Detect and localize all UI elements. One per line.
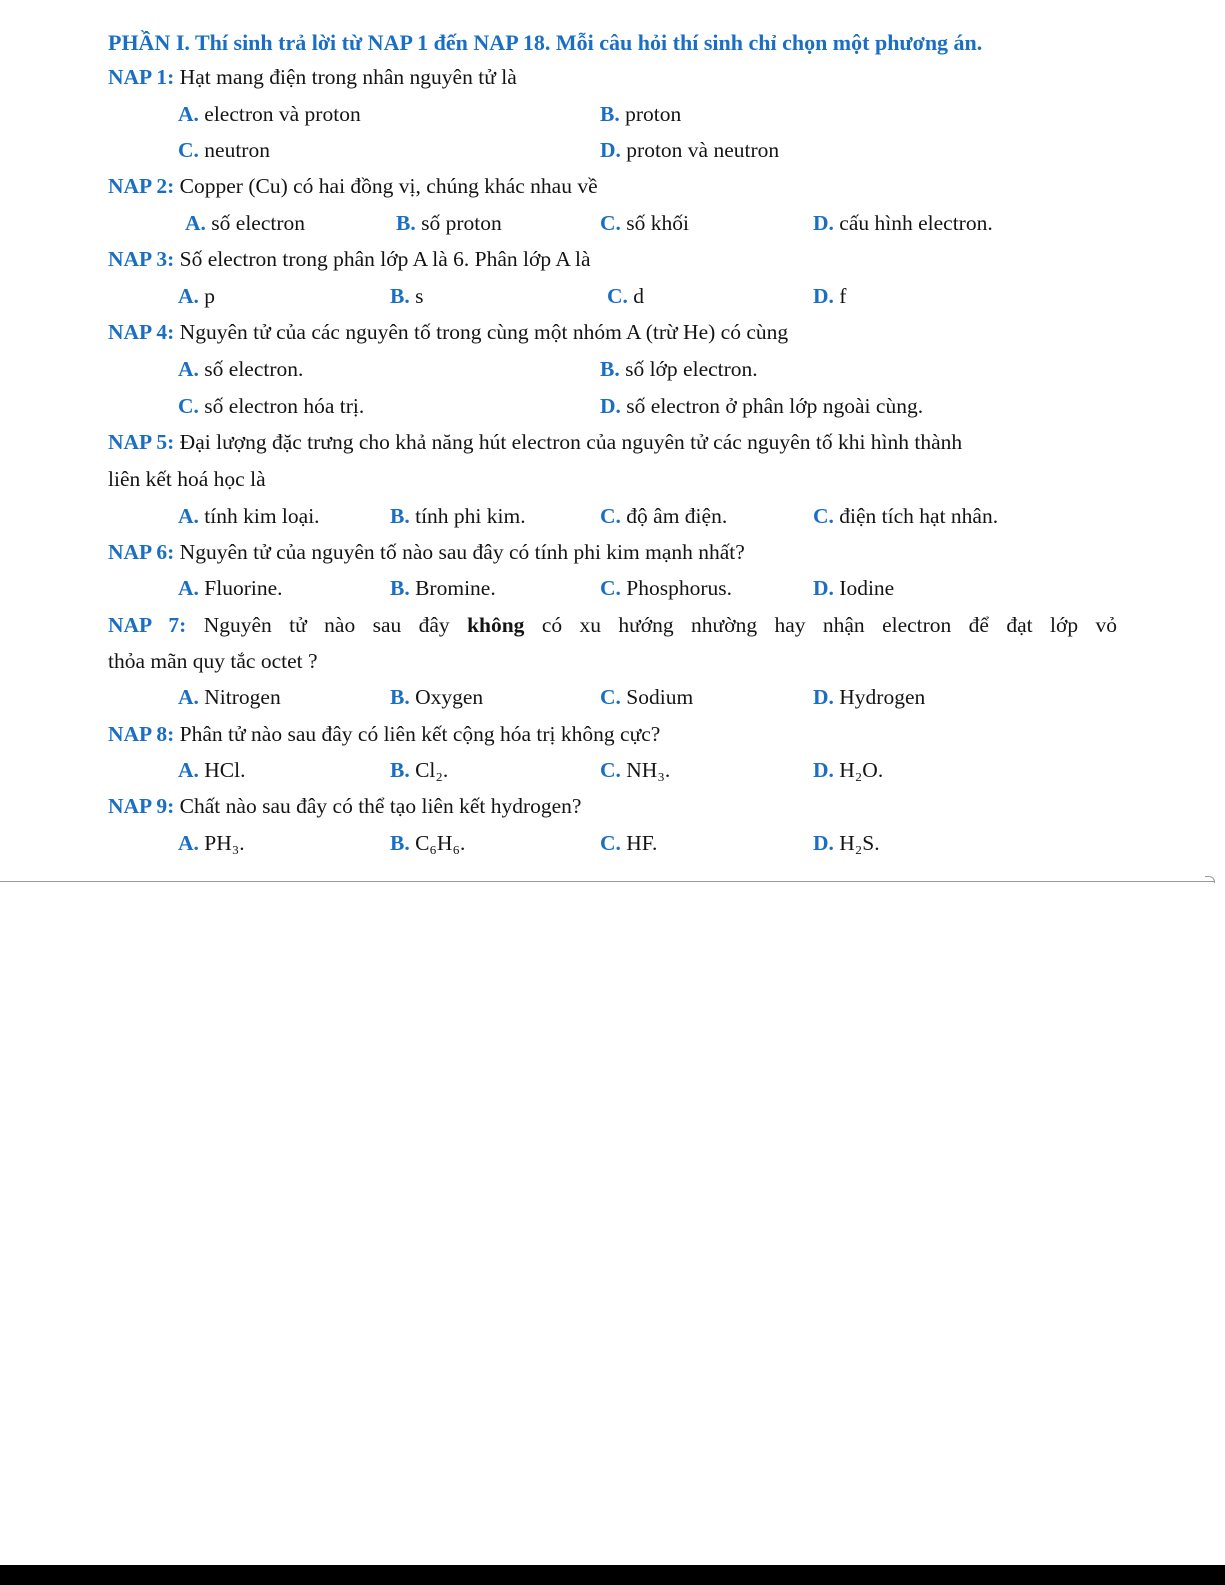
option-letter: A. (178, 357, 199, 381)
option-text: Sodium (626, 685, 694, 709)
option-c[interactable] (600, 755, 670, 785)
question-number: NAP 4: (108, 320, 175, 344)
option-c[interactable] (600, 828, 657, 858)
option-letter: C. (607, 284, 628, 308)
option-letter: A. (185, 211, 206, 235)
option-letter: D. (813, 211, 834, 235)
question-5-continuation: liên kết hoá học là (108, 467, 266, 491)
option-text: electron và proton (204, 102, 361, 126)
option-a[interactable] (178, 99, 361, 129)
option-text: độ âm điện. (626, 504, 728, 528)
option-text: số khối (626, 211, 689, 235)
question-number: NAP 7: (108, 613, 187, 637)
option-letter: C. (813, 504, 834, 528)
option-c[interactable] (600, 573, 732, 603)
option-b[interactable] (390, 501, 526, 531)
option-d[interactable] (813, 501, 998, 531)
option-letter: B. (390, 685, 410, 709)
option-text: số electron hóa trị. (204, 394, 365, 418)
question-text: Nguyên tử của các nguyên tố trong cùng một nhóm A (trừ He) có cùng (179, 320, 789, 344)
bottom-edge-bar (0, 1565, 1225, 1585)
option-text: Nitrogen (204, 685, 281, 709)
option-d[interactable] (813, 682, 925, 712)
question-text: Hạt mang điện trong nhân nguyên tử là (179, 65, 517, 89)
option-letter: A. (178, 576, 199, 600)
option-b[interactable] (600, 354, 758, 384)
question-1 (108, 62, 1117, 92)
option-letter: B. (390, 758, 410, 782)
question-number: NAP 6: (108, 540, 175, 564)
option-c[interactable] (178, 135, 270, 165)
option-b[interactable] (396, 208, 502, 238)
option-letter: C. (600, 504, 621, 528)
option-c[interactable] (600, 501, 727, 531)
option-text: Hydrogen (839, 685, 926, 709)
option-a[interactable] (178, 682, 281, 712)
option-d[interactable] (813, 281, 846, 311)
option-b[interactable] (600, 99, 681, 129)
question-number: NAP 5: (108, 430, 175, 454)
option-a[interactable] (178, 281, 215, 311)
option-text: tính phi kim. (415, 504, 526, 528)
question-text: Số electron trong phân lớp A là 6. Phân lớp A là (179, 247, 591, 271)
option-d[interactable] (600, 135, 779, 165)
option-c[interactable] (600, 208, 689, 238)
option-text: proton (625, 102, 682, 126)
option-letter: B. (390, 576, 410, 600)
option-a[interactable] (178, 828, 245, 858)
question-text-after: có xu hướng nhường hay nhận electron để đạt lớp vỏ (541, 613, 1117, 637)
option-a[interactable] (185, 208, 305, 238)
option-letter: B. (390, 831, 410, 855)
question-number: NAP 9: (108, 794, 175, 818)
question-2 (108, 171, 1117, 201)
option-letter: D. (600, 138, 621, 162)
option-d[interactable] (813, 828, 880, 858)
option-text: Phosphorus. (626, 576, 733, 600)
option-letter: C. (600, 685, 621, 709)
option-letter: B. (600, 102, 620, 126)
option-text: NH₃. (626, 758, 671, 782)
option-text: Oxygen (415, 685, 484, 709)
option-c[interactable] (607, 281, 644, 311)
option-text: H₂O. (839, 758, 884, 782)
question-3 (108, 244, 1117, 274)
question-9 (108, 791, 1117, 821)
question-5 (108, 427, 1117, 457)
option-letter: D. (813, 758, 834, 782)
option-letter: C. (600, 576, 621, 600)
option-d[interactable] (813, 573, 894, 603)
option-b[interactable] (390, 755, 448, 785)
option-c[interactable] (178, 391, 364, 421)
option-letter: C. (178, 394, 199, 418)
question-4 (108, 317, 1117, 347)
option-text: số electron. (204, 357, 304, 381)
option-letter: D. (813, 831, 834, 855)
option-letter: C. (178, 138, 199, 162)
option-letter: D. (813, 685, 834, 709)
option-text: Cl₂. (415, 758, 449, 782)
option-text: PH₃. (204, 831, 245, 855)
option-b[interactable] (390, 573, 496, 603)
option-letter: A. (178, 102, 199, 126)
option-text: số electron (211, 211, 306, 235)
option-a[interactable] (178, 354, 303, 384)
option-a[interactable] (178, 755, 246, 785)
option-text: p (204, 284, 216, 308)
question-text-before: Nguyên tử nào sau đây (203, 613, 450, 637)
option-b[interactable] (390, 281, 423, 311)
option-text: Fluorine. (204, 576, 283, 600)
option-text: Bromine. (415, 576, 496, 600)
option-letter: C. (600, 211, 621, 235)
option-d[interactable] (813, 755, 883, 785)
option-text: số lớp electron. (625, 357, 758, 381)
option-letter: A. (178, 758, 199, 782)
option-letter: D. (600, 394, 621, 418)
option-text: HCl. (204, 758, 246, 782)
option-text: neutron (204, 138, 270, 162)
option-letter: D. (813, 576, 834, 600)
question-number: NAP 3: (108, 247, 175, 271)
question-text: Nguyên tử của nguyên tố nào sau đây có tính phi kim mạnh nhất? (179, 540, 745, 564)
question-7-continuation: thỏa mãn quy tắc octet ? (108, 649, 318, 673)
option-c[interactable] (600, 682, 693, 712)
option-letter: B. (396, 211, 416, 235)
question-text: Đại lượng đặc trưng cho khả năng hút electron của nguyên tử các nguyên tố khi hình thành (179, 430, 963, 454)
question-number: NAP 2: (108, 174, 175, 198)
option-text: H₂S. (839, 831, 880, 855)
option-text: số proton (421, 211, 502, 235)
question-6 (108, 537, 1117, 567)
page-divider (0, 881, 1214, 882)
option-text: proton và neutron (626, 138, 780, 162)
option-letter: A. (178, 685, 199, 709)
option-letter: B. (390, 284, 410, 308)
option-text: Iodine (839, 576, 895, 600)
option-text: điện tích hạt nhân. (839, 504, 999, 528)
option-text: số electron ở phân lớp ngoài cùng. (626, 394, 924, 418)
option-text: cấu hình electron. (839, 211, 993, 235)
option-text: C₆H₆. (415, 831, 466, 855)
question-text: Chất nào sau đây có thể tạo liên kết hydrogen? (179, 794, 582, 818)
option-b[interactable] (390, 682, 483, 712)
question-8 (108, 719, 1117, 749)
option-letter: C. (600, 758, 621, 782)
option-a[interactable] (178, 573, 283, 603)
question-text: Phân tử nào sau đây có liên kết cộng hóa trị không cực? (179, 722, 661, 746)
option-letter: A. (178, 831, 199, 855)
question-number: NAP 1: (108, 65, 175, 89)
option-letter: C. (600, 831, 621, 855)
question-text: Copper (Cu) có hai đồng vị, chúng khác nhau về (179, 174, 598, 198)
option-text: tính kim loại. (204, 504, 320, 528)
option-b[interactable] (390, 828, 465, 858)
question-emphasis: không (467, 613, 525, 637)
question-7 (108, 610, 1117, 640)
option-letter: D. (813, 284, 834, 308)
option-a[interactable] (178, 501, 320, 531)
option-text: s (415, 284, 424, 308)
option-text: HF. (626, 831, 658, 855)
question-number: NAP 8: (108, 722, 175, 746)
option-text: d (633, 284, 645, 308)
option-text: f (839, 284, 847, 308)
option-letter: A. (178, 284, 199, 308)
option-d[interactable] (600, 391, 923, 421)
option-letter: B. (600, 357, 620, 381)
option-d[interactable] (813, 208, 993, 238)
section-heading: PHẦN I. Thí sinh trả lời từ NAP 1 đến NAP 18. Mỗi câu hỏi thí sinh chỉ chọn một phương án. (108, 30, 983, 55)
option-letter: B. (390, 504, 410, 528)
page-divider-curl (1205, 876, 1215, 883)
option-letter: A. (178, 504, 199, 528)
